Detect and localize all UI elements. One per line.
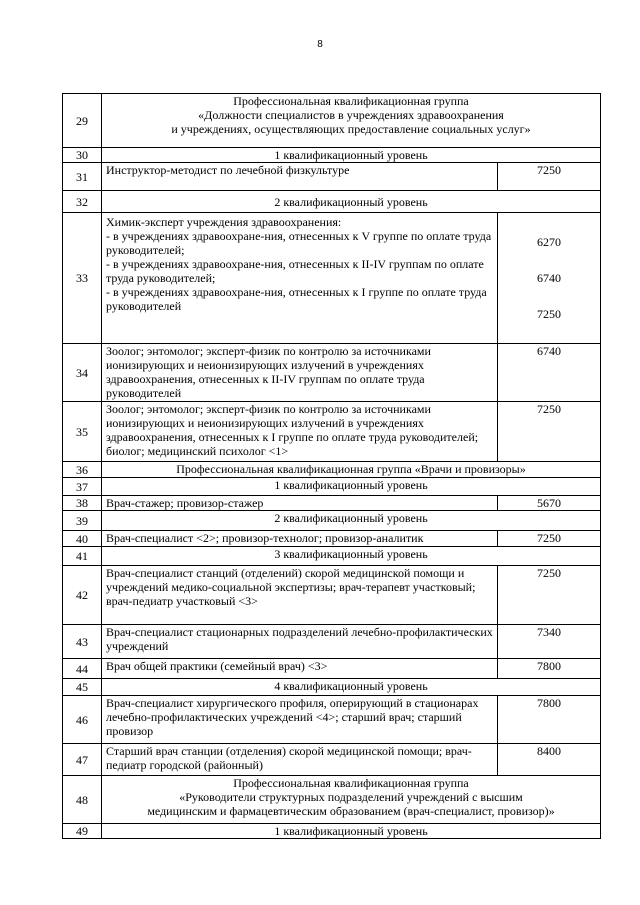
group-header-cell: Профессиональная квалификационная группа «Врачи и провизоры» [102,462,601,478]
position-cell: Врач-специалист станций (отделений) скорой медицинской помощи и учреждений медико-социальной экспертизы; врач-терапевт участковый; врач-педиатр участковый <3> [102,566,498,625]
position-line: Химик-эксперт учреждения здравоохранения: [106,215,342,229]
salary-values [497,213,600,344]
table-row [63,94,601,148]
table-row [63,191,601,213]
position-line: - в учреждениях здравоохране-ния, отнесенных к I группе по оплате труда руководителей [106,285,487,313]
level-cell: 2 квалификационный уровень [102,191,601,213]
level-cell: 1 квалификационный уровень [102,148,601,163]
salary-value: 7250 [536,307,561,321]
row-number: 49 [63,824,102,839]
row-number: 37 [63,478,102,496]
group-header-line: Профессиональная квалификационная группа [233,776,469,790]
position-cell: Зоолог; энтомолог; эксперт-физик по контролю за источниками ионизирующих и неионизирующих излучений в учреждениях здравоохранения, отнесенных к I группе по оплате труда руководителей; биолог; медицинский психолог <1> [102,402,498,462]
table-row [63,213,601,344]
group-header-line: «Руководители структурных подразделений учреждений с высшим [179,790,523,804]
row-number: 43 [63,625,102,659]
table-row [63,547,601,566]
salary-value: 7250 [497,531,600,547]
row-number: 29 [63,94,102,148]
row-number: 30 [63,148,102,163]
page-number: 8 [317,39,323,50]
salary-value: 5670 [497,496,600,511]
row-number: 39 [63,511,102,531]
row-number: 42 [63,566,102,625]
salary-value: 7800 [497,659,600,679]
row-number: 48 [63,776,102,824]
row-number: 35 [63,402,102,462]
table-row [63,148,601,163]
group-header-line: медицинским и фармацевтическим образованием (врач-специалист, провизор)» [147,804,555,818]
table-row [63,163,601,191]
salary-value: 7340 [497,625,600,659]
salary-value: 7250 [497,566,600,625]
table-row [63,478,601,496]
table-row [63,824,601,839]
position-cell: Врач-специалист стационарных подразделений лечебно-профилактических учреждений [102,625,498,659]
row-number: 38 [63,496,102,511]
position-line: - в учреждениях здравоохране-ния, отнесенных к V группе по оплате труда руководителей; [106,229,492,257]
table-row [63,402,601,462]
row-number: 41 [63,547,102,566]
row-number: 40 [63,531,102,547]
salary-value: 6740 [497,344,600,402]
group-header-line: Профессиональная квалификационная группа [233,94,469,108]
position-cell [102,213,498,344]
position-cell: Врач общей практики (семейный врач) <3> [102,659,498,679]
level-cell: 1 квалификационный уровень [102,824,601,839]
group-header-line: и учреждениях, осуществляющих предоставление социальных услуг» [171,122,531,136]
row-number: 34 [63,344,102,402]
group-header-cell [102,94,601,148]
position-cell: Врач-специалист хирургического профиля, оперирующий в стационарах лечебно-профилактических учреждений <4>; старший врач; старший провизор [102,696,498,744]
table-row [63,679,601,696]
group-header-line: «Должности специалистов в учреждениях здравоохранения [198,108,504,122]
row-number: 31 [63,163,102,191]
row-number: 44 [63,659,102,679]
table-row [63,344,601,402]
salary-value: 7250 [497,163,600,191]
table-row [63,696,601,744]
salary-table [62,93,601,839]
position-cell: Врач-специалист <2>; провизор-технолог; провизор-аналитик [102,531,498,547]
salary-value: 7800 [497,696,600,744]
group-header-cell [102,776,601,824]
level-cell: 1 квалификационный уровень [102,478,601,496]
position-cell: Врач-стажер; провизор-стажер [102,496,498,511]
level-cell: 2 квалификационный уровень [102,511,601,531]
table-row [63,566,601,625]
row-number: 45 [63,679,102,696]
row-number: 47 [63,744,102,776]
table-row [63,625,601,659]
table-row [63,511,601,531]
table-row [63,659,601,679]
salary-value: 6740 [536,271,561,285]
position-cell: Старший врач станции (отделения) скорой медицинской помощи; врач-педиатр городской (районный) [102,744,498,776]
table-row [63,462,601,478]
row-number: 46 [63,696,102,744]
position-cell: Зоолог; энтомолог; эксперт-физик по контролю за источниками ионизирующих и неионизирующих излучений в учреждениях здравоохранения, отнесенных к II-IV группам по оплате труда руководителей [102,344,498,402]
table-row [63,531,601,547]
table-row [63,496,601,511]
level-cell: 3 квалификационный уровень [102,547,601,566]
row-number: 33 [63,213,102,344]
row-number: 36 [63,462,102,478]
salary-value: 7250 [497,402,600,462]
salary-value: 6270 [536,235,561,249]
position-cell: Инструктор-методист по лечебной физкультуре [102,163,498,191]
salary-value: 8400 [497,744,600,776]
table-row [63,744,601,776]
table-row [63,776,601,824]
position-line: - в учреждениях здравоохране-ния, отнесенных к II-IV группам по оплате труда руководителей; [106,257,484,285]
row-number: 32 [63,191,102,213]
level-cell: 4 квалификационный уровень [102,679,601,696]
